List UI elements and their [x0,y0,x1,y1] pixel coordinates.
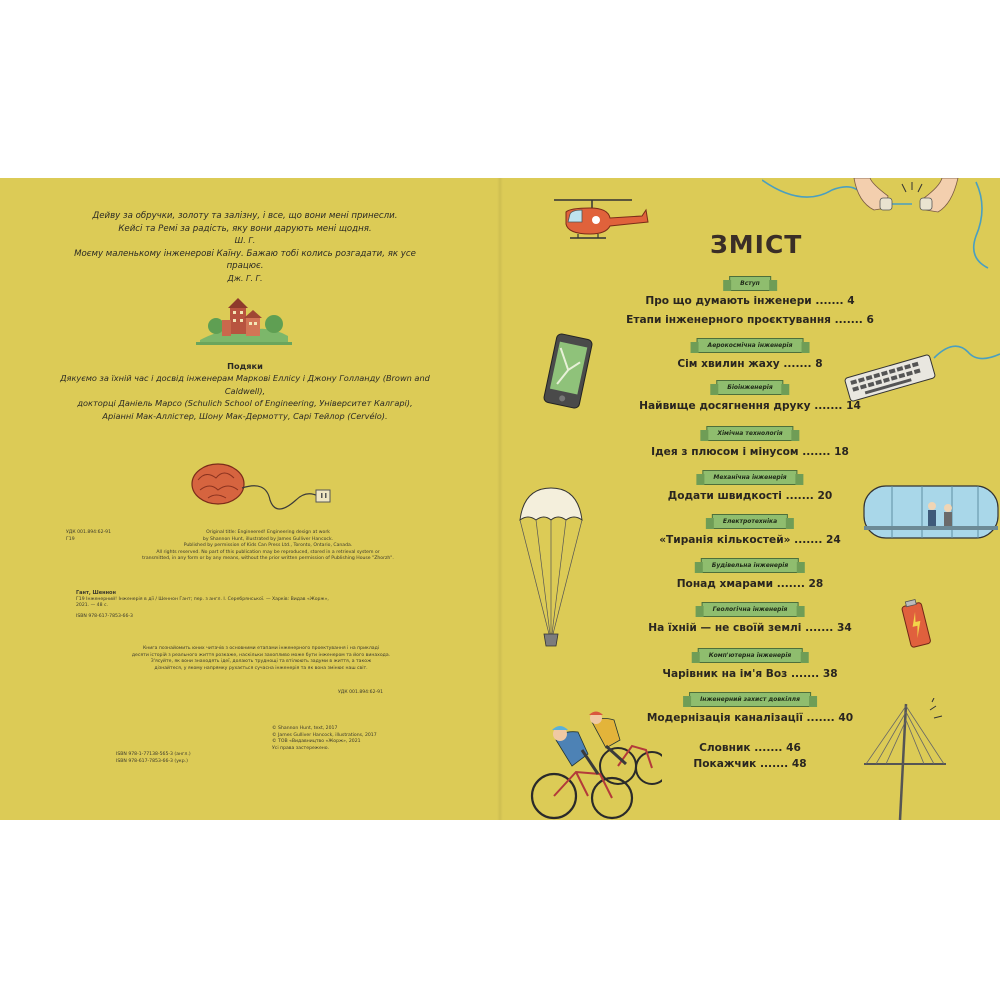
battery-illustration [898,596,934,652]
bridge-illustration [860,698,950,820]
original-line: Published by permission of Kids Can Press Ltd., Toronto, Ontario, Canada. [183,543,353,549]
toc-entry: Модернізація каналізації ....... 40 [646,712,854,724]
annotation [116,646,406,672]
toc-entry-index: Покажчик ....... 48 [693,758,807,770]
udk-code-top-line: УДК 001.894:62-91 [66,530,112,535]
cyclists-illustration [522,710,662,820]
catalog-author: Гант, Шеннон [76,590,116,596]
acknowledgements-line-3: Аріанні Мак-Аллістер, Шону Мак-Дермотту, Сарі Тейлор (Cervélo). [102,410,388,421]
toc-entry: Етапи інженерного проєктування ....... 6 [626,314,874,326]
toc-section-ribbon: Механічна інженерія [702,470,797,485]
acknowledgements-title: Подяки [227,361,263,371]
right-page [500,178,1000,820]
acknowledgements-line-2: докторці Даніель Марсо (Schulich School of Engineering, Університет Калгарі), [77,398,413,409]
toc-entry: «Тиранія кількостей» ....... 24 [659,534,841,546]
isbn-ukrainian: ISBN 978-617-7853-66-3 (укр.) [116,758,188,764]
helicopter-illustration [550,196,652,242]
dedication-line-3: Моєму маленькому інженерові Каїну. Бажаю тобі колись розгадати, як усе працює. [74,248,416,272]
copyright-line: © James Gulliver Hancock, illustrations, 2017 [272,732,377,738]
parachute-illustration [516,484,586,654]
toc-section-ribbon: Електротехніка [712,514,788,529]
annotation-line: десяти історій з реального життя розкаже, наскільки захопливо може бути інженером та його винахода. [131,652,391,658]
catalog-line: 2021. — 48 с. [76,603,108,609]
copyright-block [272,726,377,752]
acknowledgements [50,360,440,422]
toc-section-ribbon: Хімічна технологія [706,426,793,441]
toc-section-ribbon: Інженерний захист довкілля [689,692,811,707]
dedication-signature-2: Дж. Г. Г. [227,273,263,283]
toc-section-ribbon: Вступ [729,276,771,291]
toc-entry: Додати швидкості ....... 20 [667,490,833,502]
copyright-line: Усі права застережено. [272,745,330,751]
dedication-line-1: Дейву за обручки, золоту та залізну, і все, що вони мені принесли. [92,211,398,221]
toc-section-ribbon: Комп'ютерна інженерія [698,648,803,663]
toc-entry: Ідея з плюсом і мінусом ....... 18 [651,446,849,458]
original-title-block [118,530,418,563]
catalog-line: Г19 Інженерний! Інженерія в дії / Шеннон Гант; пер. з англ. І. Серебрянської. — Харків: Видав «Жорж», [76,596,329,602]
isbn-block [116,752,191,765]
original-line: by Shannon Hunt, illustrated by James Gulliver Hancock. [202,536,334,542]
toc-section-ribbon: Біоінженерія [716,380,783,395]
catalog-line: ISBN 978-617-7853-66-3 [76,613,133,619]
annotation-line: дізнайтеся, у якому напрямку рухається сучасна інженерія та як вона змінює наш світ. [154,665,368,671]
toc-section-ribbon: Будівельна інженерія [701,558,799,573]
village-illustration [196,296,292,348]
annotation-line: Книга познайомить юних читачів з основними етапами інженерного проектування і на прикладі [142,646,380,651]
book-spread [0,178,1000,820]
left-page [0,178,500,820]
brain-plug-illustration [186,460,336,520]
toc-entry-glossary: Словник ....... 46 [699,742,801,754]
toc-entry: Понад хмарами ....... 28 [676,578,824,590]
original-line: Original title: Engineered! Engineering design at work [206,530,330,535]
toc-entry: Найвище досягнення друку ....... 14 [639,400,861,412]
keyboard-illustration [842,334,1000,404]
hyperloop-illustration [862,482,1000,542]
toc-entry: Чарівник на ім'я Воз ....... 38 [662,668,838,680]
toc-title: ЗМІСТ [710,230,803,259]
udk-code-bottom: УДК 001.894:62-91 [338,690,384,695]
catalog-record [76,590,406,620]
annotation-line: З'ясуйте, як вони знаходять ідеї, долають труднощі та втілюють задуми в життя, а також [150,659,372,665]
toc-section-ribbon: Аерокосмічна інженерія [697,338,804,353]
dedication-signature-1: Ш. Г. [234,236,256,246]
udk-code-top-sub: Г19 [66,536,75,542]
smartphone-illustration [538,330,598,412]
toc-entry: Про що думають інженери ....... 4 [645,295,855,307]
toc-entry: Сім хвилин жаху ....... 8 [677,358,823,370]
copyright-line: © Shannon Hunt, text, 2017 [272,726,338,731]
original-line: transmitted, in any form or by any means, without the prior written permission of Publishing House "Zhorzh". [142,556,394,562]
dedication [60,210,430,286]
toc-entry: На їхній — не своїй землі ....... 34 [648,622,852,634]
isbn-english: ISBN 978-1-77138-565-3 (англ.) [116,752,191,757]
copyright-line: © ТОВ «Видавництво «Жорж», 2021 [272,739,361,745]
toc-section-ribbon: Геологічна інженерія [702,602,799,617]
udk-code-top [66,530,111,543]
original-line: All rights reserved. No part of this publication may be reproduced, stored in a retrieval system or [156,549,380,555]
acknowledgements-line-1: Дякуємо за їхній час і досвід інженерам Маркові Еллісу і Джону Голланду (Brown and Caldwell), [60,373,430,396]
dedication-line-2: Кейсі та Ремі за радість, яку вони дарують мені щодня. [118,223,372,234]
